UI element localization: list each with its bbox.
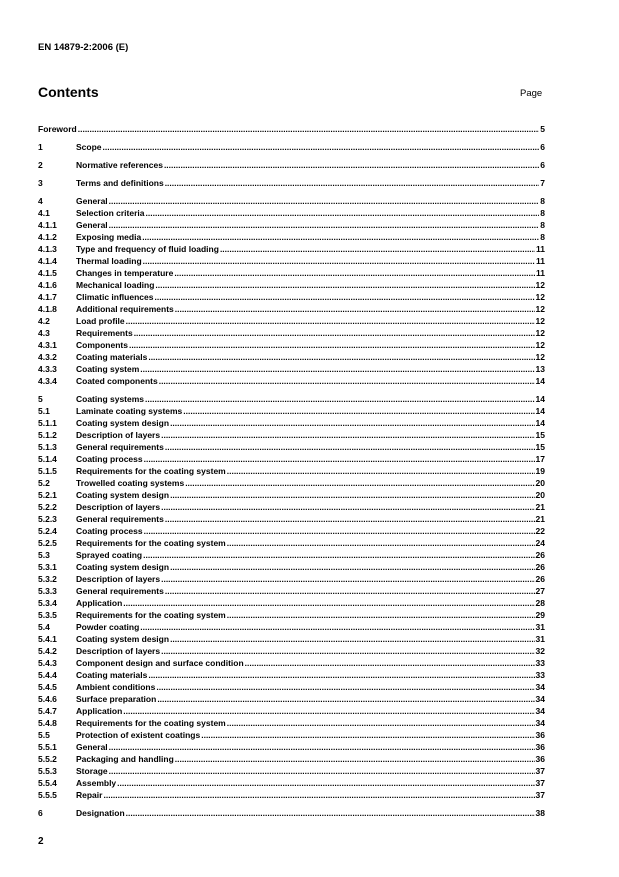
toc-entry-page: 5 xyxy=(540,124,545,134)
toc-entry-number: 4.1 xyxy=(38,208,50,218)
toc-entry-number: 4.3 xyxy=(38,328,50,338)
toc-entry-title: Coating system design xyxy=(76,562,170,572)
toc-entry-title: General xyxy=(76,220,108,230)
toc-leader-dots xyxy=(126,807,535,819)
toc-entry-page: 26 xyxy=(535,574,545,584)
toc-leader-dots xyxy=(183,405,534,417)
toc-entry-title: Type and frequency of fluid loading xyxy=(76,244,219,254)
toc-entry-title: Mechanical loading xyxy=(76,280,155,290)
toc-leader-dots xyxy=(140,621,534,633)
toc-leader-dots xyxy=(109,741,535,753)
toc-entry-number: 5.1.3 xyxy=(38,442,57,452)
toc-leader-dots xyxy=(220,243,535,255)
toc-entry-title: Application xyxy=(76,598,123,608)
toc-entry-page: 21 xyxy=(535,514,545,524)
toc-entry-page: 6 xyxy=(540,142,545,152)
toc-entry-page: 37 xyxy=(535,778,545,788)
toc-entry-number: 5.4.8 xyxy=(38,718,57,728)
toc-entry-page: 12 xyxy=(535,328,545,338)
toc-entry-page: 8 xyxy=(540,196,545,206)
toc-entry-number: 4.2 xyxy=(38,316,50,326)
toc-leader-dots xyxy=(175,753,535,765)
toc-entry-number: 4.1.1 xyxy=(38,220,57,230)
toc-entry-number: 1 xyxy=(38,142,43,152)
toc-entry-page: 32 xyxy=(535,646,545,656)
toc-entry-page: 8 xyxy=(540,208,545,218)
toc-entry[interactable] xyxy=(38,657,545,669)
toc-entry[interactable] xyxy=(38,303,545,315)
toc-entry-number: 5.3.5 xyxy=(38,610,57,620)
toc-leader-dots xyxy=(161,645,534,657)
toc-entry-title: Thermal loading xyxy=(76,256,142,266)
toc-entry[interactable] xyxy=(38,717,545,729)
toc-entry-number: 5.3 xyxy=(38,550,50,560)
toc-entry-page: 36 xyxy=(535,742,545,752)
toc-entry-page: 7 xyxy=(540,178,545,188)
toc-entry[interactable] xyxy=(38,123,545,135)
toc-entry-number: 4.3.3 xyxy=(38,364,57,374)
toc-entry-number: 2 xyxy=(38,160,43,170)
toc-leader-dots xyxy=(109,195,540,207)
toc-entry[interactable] xyxy=(38,609,545,621)
toc-entry[interactable] xyxy=(38,513,545,525)
toc-entry[interactable] xyxy=(38,231,545,243)
toc-entry[interactable] xyxy=(38,477,545,489)
toc-entry-title: Protection of existent coatings xyxy=(76,730,201,740)
toc-entry-title: Designation xyxy=(76,808,125,818)
toc-entry-title: Foreword xyxy=(38,124,77,134)
toc-leader-dots xyxy=(78,123,540,135)
toc-entry-page: 29 xyxy=(535,610,545,620)
toc-leader-dots xyxy=(103,141,540,153)
toc-entry[interactable] xyxy=(38,393,545,405)
toc-entry[interactable] xyxy=(38,525,545,537)
toc-entry-number: 3 xyxy=(38,178,43,188)
toc-entry-number: 5.4 xyxy=(38,622,50,632)
toc-entry-page: 24 xyxy=(535,538,545,548)
toc-entry[interactable] xyxy=(38,177,545,189)
toc-leader-dots xyxy=(123,705,534,717)
toc-entry-number: 5.3.4 xyxy=(38,598,57,608)
toc-entry-page: 37 xyxy=(535,790,545,800)
toc-entry-title: Requirements for the coating system xyxy=(76,538,226,548)
toc-entry-title: Coating system xyxy=(76,364,140,374)
toc-entry[interactable] xyxy=(38,291,545,303)
toc-entry-title: Coating materials xyxy=(76,352,148,362)
toc-entry-number: 5.4.4 xyxy=(38,670,57,680)
toc-leader-dots xyxy=(157,693,534,705)
toc-entry[interactable] xyxy=(38,351,545,363)
toc-entry-page: 15 xyxy=(535,442,545,452)
toc-entry-title: Packaging and handling xyxy=(76,754,174,764)
toc-entry-title: Ambient conditions xyxy=(76,682,156,692)
toc-entry-title: General xyxy=(76,196,108,206)
toc-entry-title: Selection criteria xyxy=(76,208,145,218)
toc-entry-page: 6 xyxy=(540,160,545,170)
toc-entry[interactable] xyxy=(38,207,545,219)
toc-entry-title: Assembly xyxy=(76,778,117,788)
toc-entry-title: Description of layers xyxy=(76,574,161,584)
toc-entry-title: Exposing media xyxy=(76,232,142,242)
toc-entry-number: 5.1.5 xyxy=(38,466,57,476)
toc-leader-dots xyxy=(227,717,535,729)
toc-entry-number: 4.1.5 xyxy=(38,268,57,278)
toc-entry[interactable] xyxy=(38,561,545,573)
toc-entry-page: 11 xyxy=(536,256,545,266)
toc-entry-page: 31 xyxy=(535,634,545,644)
toc-entry[interactable] xyxy=(38,219,545,231)
toc-entry-number: 5.1 xyxy=(38,406,50,416)
toc-entry-page: 15 xyxy=(535,430,545,440)
toc-entry-title: Changes in temperature xyxy=(76,268,174,278)
toc-entry-title: Climatic influences xyxy=(76,292,154,302)
toc-entry-page: 20 xyxy=(535,478,545,488)
toc-entry[interactable] xyxy=(38,705,545,717)
toc-entry-page: 26 xyxy=(535,562,545,572)
toc-leader-dots xyxy=(165,177,540,189)
toc-entry-page: 12 xyxy=(535,304,545,314)
toc-entry-title: General requirements xyxy=(76,514,164,524)
toc-leader-dots xyxy=(140,363,534,375)
toc-entry-page: 34 xyxy=(535,682,545,692)
toc-entry[interactable] xyxy=(38,807,545,819)
toc-entry-number: 5.4.2 xyxy=(38,646,57,656)
table-of-contents xyxy=(38,123,545,819)
toc-entry-number: 5.1.1 xyxy=(38,418,57,428)
toc-entry-number: 5.4.1 xyxy=(38,634,57,644)
toc-entry[interactable] xyxy=(38,501,545,513)
toc-leader-dots xyxy=(159,375,535,387)
toc-entry-title: Storage xyxy=(76,766,108,776)
toc-entry-page: 11 xyxy=(536,268,545,278)
toc-entry-page: 12 xyxy=(535,340,545,350)
toc-entry[interactable] xyxy=(38,315,545,327)
toc-entry[interactable] xyxy=(38,453,545,465)
toc-leader-dots xyxy=(170,561,534,573)
toc-entry-number: 5.1.2 xyxy=(38,430,57,440)
toc-entry-title: Requirements for the coating system xyxy=(76,718,226,728)
toc-entry[interactable] xyxy=(38,375,545,387)
toc-entry[interactable] xyxy=(38,597,545,609)
toc-entry-number: 6 xyxy=(38,808,43,818)
toc-leader-dots xyxy=(154,291,534,303)
toc-leader-dots xyxy=(103,789,534,801)
toc-leader-dots xyxy=(165,585,535,597)
toc-entry-page: 13 xyxy=(535,364,545,374)
toc-entry-page: 14 xyxy=(535,376,545,386)
toc-entry-number: 5.4.6 xyxy=(38,694,57,704)
toc-entry-title: Additional requirements xyxy=(76,304,174,314)
toc-entry-number: 4.1.3 xyxy=(38,244,57,254)
toc-entry-page: 8 xyxy=(540,220,545,230)
toc-entry-page: 34 xyxy=(535,718,545,728)
toc-entry-number: 5.1.4 xyxy=(38,454,57,464)
toc-entry-title: Normative references xyxy=(76,160,163,170)
toc-entry-title: Repair xyxy=(76,790,103,800)
toc-entry[interactable] xyxy=(38,339,545,351)
toc-entry-page: 37 xyxy=(535,766,545,776)
toc-entry-page: 14 xyxy=(535,394,545,404)
toc-entry-page: 33 xyxy=(535,658,545,668)
toc-entry-page: 26 xyxy=(535,550,545,560)
toc-entry-title: Coating system design xyxy=(76,418,170,428)
document-id: EN 14879-2:2006 (E) xyxy=(38,42,129,53)
toc-entry-number: 5.5.3 xyxy=(38,766,57,776)
toc-entry-title: Terms and definitions xyxy=(76,178,164,188)
toc-entry-title: General requirements xyxy=(76,442,164,452)
toc-entry-title: Powder coating xyxy=(76,622,140,632)
toc-entry[interactable] xyxy=(38,741,545,753)
toc-leader-dots xyxy=(161,429,534,441)
toc-entry-number: 4.1.2 xyxy=(38,232,57,242)
toc-leader-dots xyxy=(143,549,534,561)
toc-leader-dots xyxy=(129,339,535,351)
toc-entry-page: 12 xyxy=(535,280,545,290)
toc-leader-dots xyxy=(161,501,534,513)
toc-leader-dots xyxy=(109,765,535,777)
toc-entry-title: General requirements xyxy=(76,586,164,596)
toc-entry[interactable] xyxy=(38,159,545,171)
toc-leader-dots xyxy=(148,669,534,681)
toc-entry-page: 36 xyxy=(535,754,545,764)
toc-entry-number: 5.2.1 xyxy=(38,490,57,500)
toc-entry[interactable] xyxy=(38,729,545,741)
toc-leader-dots xyxy=(175,303,535,315)
toc-entry-number: 5.4.3 xyxy=(38,658,57,668)
toc-entry-number: 4.3.2 xyxy=(38,352,57,362)
toc-leader-dots xyxy=(245,657,535,669)
toc-entry-title: Requirements xyxy=(76,328,133,338)
toc-entry[interactable] xyxy=(38,417,545,429)
toc-entry-page: 31 xyxy=(535,622,545,632)
toc-entry-page: 38 xyxy=(535,808,545,818)
toc-entry-title: Sprayed coating xyxy=(76,550,143,560)
toc-entry-number: 5.2.3 xyxy=(38,514,57,524)
toc-entry-title: Description of layers xyxy=(76,502,161,512)
toc-entry[interactable] xyxy=(38,753,545,765)
toc-entry-title: Coated components xyxy=(76,376,158,386)
toc-entry[interactable] xyxy=(38,363,545,375)
toc-entry-number: 4.1.4 xyxy=(38,256,57,266)
toc-entry[interactable] xyxy=(38,279,545,291)
toc-entry-title: Surface preparation xyxy=(76,694,157,704)
toc-entry-page: 36 xyxy=(535,730,545,740)
toc-entry-title: Trowelled coating systems xyxy=(76,478,185,488)
toc-entry-page: 20 xyxy=(535,490,545,500)
toc-entry-number: 5.2.2 xyxy=(38,502,57,512)
toc-leader-dots xyxy=(148,351,534,363)
toc-leader-dots xyxy=(143,255,535,267)
toc-leader-dots xyxy=(109,219,540,231)
toc-entry-number: 5.4.7 xyxy=(38,706,57,716)
toc-leader-dots xyxy=(144,453,535,465)
toc-entry[interactable] xyxy=(38,141,545,153)
toc-entry-page: 17 xyxy=(535,454,545,464)
page-title: Contents xyxy=(38,84,99,100)
toc-entry[interactable] xyxy=(38,195,545,207)
toc-entry[interactable] xyxy=(38,693,545,705)
page-number: 2 xyxy=(38,836,44,847)
toc-leader-dots xyxy=(155,279,534,291)
toc-entry-page: 12 xyxy=(535,316,545,326)
toc-entry-title: Coating process xyxy=(76,526,143,536)
toc-leader-dots xyxy=(144,525,535,537)
toc-entry-title: Description of layers xyxy=(76,646,161,656)
toc-leader-dots xyxy=(165,513,535,525)
toc-leader-dots xyxy=(164,159,539,171)
toc-entry-page: 19 xyxy=(535,466,545,476)
toc-entry[interactable] xyxy=(38,465,545,477)
toc-leader-dots xyxy=(126,315,535,327)
toc-entry[interactable] xyxy=(38,621,545,633)
toc-entry[interactable] xyxy=(38,489,545,501)
toc-entry-number: 4.3.1 xyxy=(38,340,57,350)
toc-leader-dots xyxy=(165,441,535,453)
toc-entry-number: 4.1.7 xyxy=(38,292,57,302)
toc-entry-title: Component design and surface condition xyxy=(76,658,244,668)
toc-entry[interactable] xyxy=(38,573,545,585)
toc-entry-number: 5.2.4 xyxy=(38,526,57,536)
toc-entry-page: 34 xyxy=(535,694,545,704)
toc-entry-title: Application xyxy=(76,706,123,716)
toc-entry-page: 27 xyxy=(535,586,545,596)
toc-entry-number: 5 xyxy=(38,394,43,404)
toc-entry-title: Components xyxy=(76,340,128,350)
toc-leader-dots xyxy=(146,207,540,219)
toc-entry[interactable] xyxy=(38,669,545,681)
toc-leader-dots xyxy=(201,729,534,741)
toc-leader-dots xyxy=(145,393,535,405)
toc-entry-title: Coating system design xyxy=(76,490,170,500)
toc-entry[interactable] xyxy=(38,267,545,279)
toc-leader-dots xyxy=(227,537,535,549)
toc-entry-page: 28 xyxy=(535,598,545,608)
toc-entry-number: 4.3.4 xyxy=(38,376,57,386)
toc-entry[interactable] xyxy=(38,441,545,453)
toc-entry-number: 5.3.1 xyxy=(38,562,57,572)
toc-entry[interactable] xyxy=(38,633,545,645)
toc-entry-page: 8 xyxy=(540,232,545,242)
toc-entry-title: Coating process xyxy=(76,454,143,464)
toc-entry-number: 5.5.1 xyxy=(38,742,57,752)
toc-entry-title: Coating system design xyxy=(76,634,170,644)
toc-entry[interactable] xyxy=(38,243,545,255)
toc-leader-dots xyxy=(170,417,534,429)
toc-entry-page: 14 xyxy=(535,418,545,428)
toc-leader-dots xyxy=(142,231,539,243)
page-column-label: Page xyxy=(520,88,543,99)
toc-leader-dots xyxy=(227,609,535,621)
toc-entry-title: General xyxy=(76,742,108,752)
toc-entry-number: 5.2 xyxy=(38,478,50,488)
toc-entry-page: 14 xyxy=(535,406,545,416)
toc-entry-page: 21 xyxy=(535,502,545,512)
toc-entry-number: 5.4.5 xyxy=(38,682,57,692)
toc-entry-number: 5.3.2 xyxy=(38,574,57,584)
toc-entry-number: 5.5.5 xyxy=(38,790,57,800)
toc-leader-dots xyxy=(156,681,534,693)
toc-entry[interactable] xyxy=(38,765,545,777)
toc-entry-page: 11 xyxy=(536,244,545,254)
toc-leader-dots xyxy=(227,465,535,477)
toc-entry-number: 4.1.8 xyxy=(38,304,57,314)
toc-entry-number: 4.1.6 xyxy=(38,280,57,290)
toc-entry-number: 5.3.3 xyxy=(38,586,57,596)
toc-entry[interactable] xyxy=(38,405,545,417)
toc-entry-title: Description of layers xyxy=(76,430,161,440)
toc-entry[interactable] xyxy=(38,645,545,657)
toc-leader-dots xyxy=(123,597,534,609)
toc-entry-number: 4 xyxy=(38,196,43,206)
toc-entry-page: 12 xyxy=(535,352,545,362)
toc-entry[interactable] xyxy=(38,549,545,561)
toc-entry[interactable] xyxy=(38,255,545,267)
toc-entry-number: 5.5 xyxy=(38,730,50,740)
toc-leader-dots xyxy=(170,489,534,501)
toc-entry-page: 33 xyxy=(535,670,545,680)
toc-entry[interactable] xyxy=(38,585,545,597)
toc-entry-title: Scope xyxy=(76,142,102,152)
toc-leader-dots xyxy=(185,477,534,489)
toc-entry[interactable] xyxy=(38,429,545,441)
toc-leader-dots xyxy=(134,327,535,339)
toc-entry-title: Requirements for the coating system xyxy=(76,610,226,620)
toc-entry[interactable] xyxy=(38,789,545,801)
toc-entry-page: 34 xyxy=(535,706,545,716)
toc-entry-title: Coating materials xyxy=(76,670,148,680)
toc-entry-title: Laminate coating systems xyxy=(76,406,183,416)
toc-entry-page: 12 xyxy=(535,292,545,302)
toc-entry-number: 5.2.5 xyxy=(38,538,57,548)
toc-entry[interactable] xyxy=(38,327,545,339)
toc-entry-number: 5.5.4 xyxy=(38,778,57,788)
toc-leader-dots xyxy=(174,267,535,279)
toc-entry[interactable] xyxy=(38,537,545,549)
toc-entry-title: Coating systems xyxy=(76,394,145,404)
toc-leader-dots xyxy=(170,633,534,645)
toc-entry-title: Load profile xyxy=(76,316,125,326)
toc-entry-number: 5.5.2 xyxy=(38,754,57,764)
toc-leader-dots xyxy=(117,777,534,789)
toc-entry-title: Requirements for the coating system xyxy=(76,466,226,476)
toc-leader-dots xyxy=(161,573,534,585)
toc-entry[interactable] xyxy=(38,681,545,693)
toc-entry[interactable] xyxy=(38,777,545,789)
toc-entry-page: 22 xyxy=(535,526,545,536)
